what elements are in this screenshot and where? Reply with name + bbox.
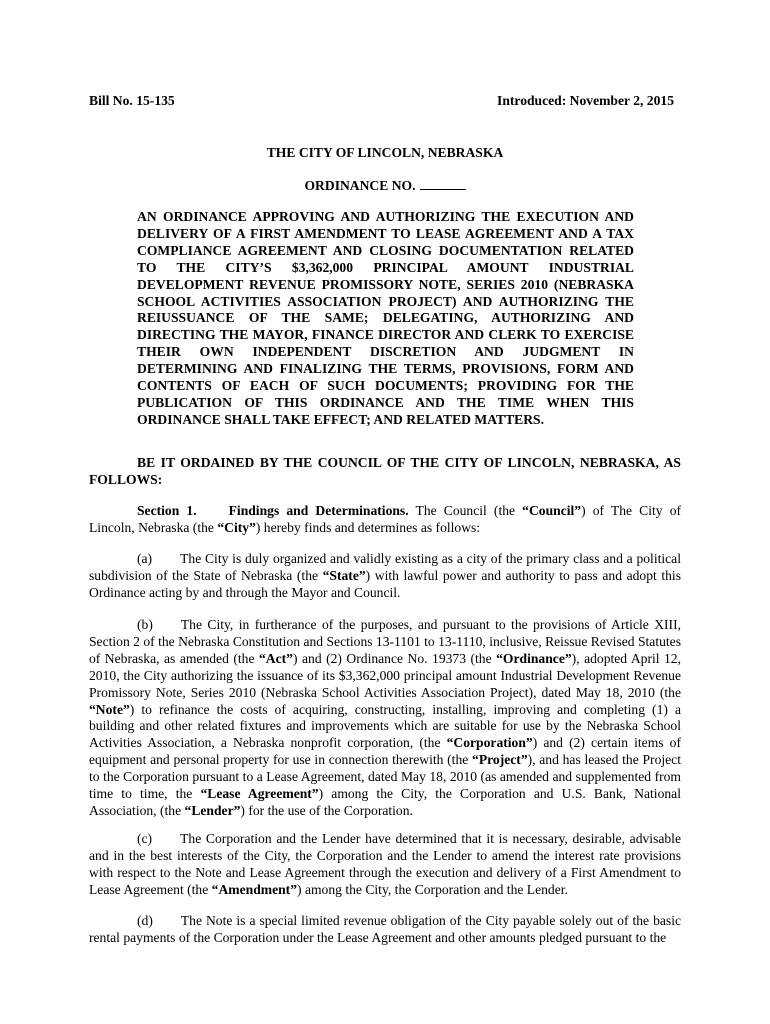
section-number: Section 1. bbox=[137, 503, 197, 518]
defined-term: “Note” bbox=[89, 701, 130, 717]
section-text: The Council (the bbox=[415, 503, 523, 518]
paragraph-text: ) for the use of the Corporation. bbox=[240, 802, 413, 818]
defined-term: “Lender” bbox=[184, 802, 241, 818]
paragraph-text: ) among the City, the Corporation and the Lender. bbox=[297, 881, 568, 897]
paragraph-a bbox=[89, 551, 681, 602]
paragraph-text: The City is duly organized and validly existing as a city of the primary class and a political subdivision of the State of Nebraska (the bbox=[89, 551, 681, 583]
paragraph-text: ) to refinance the costs of acquiring, constructing, installing, improving and completing (1) a building and other related fixtures and improvements which are suitable for use by the Nebraska School Activities Association, a Nebraska nonprofit corporation, (the bbox=[89, 701, 681, 751]
paragraph-text: ) with lawful power and authority to pass and adopt this Ordinance acting by and through the Mayor and Council. bbox=[89, 567, 681, 600]
enacting-clause-text: BE IT ORDAINED BY THE COUNCIL OF THE CITY OF LINCOLN, NEBRASKA, AS FOLLOWS: bbox=[89, 455, 681, 487]
defined-term: “Project” bbox=[472, 752, 528, 768]
defined-term: “State” bbox=[322, 567, 366, 583]
ordinance-number-blank bbox=[420, 178, 466, 190]
defined-term: “Act” bbox=[259, 650, 293, 666]
paragraph-text: The City, in furtherance of the purposes, and pursuant to the provisions of Article XIII, Section 2 of the Nebraska Constitution and Sections 13-1101 to 13-1110, inclusive, Reissue Revised Statutes of Nebraska, as amended (the bbox=[89, 617, 682, 666]
paragraph-text: ) and (2) certain items of equipment and personal property for use in connection therewith (the bbox=[89, 735, 682, 768]
defined-term: “Amendment” bbox=[211, 881, 298, 897]
defined-term: “Corporation” bbox=[446, 735, 533, 751]
ordinance-caption: AN ORDINANCE APPROVING AND AUTHORIZING THE EXECUTION AND DELIVERY OF A FIRST AMENDMENT TO LEASE AGREEMENT AND A TAX COMPLIANCE AGREEMENT AND CLOSING DOCUMENTATION RELATED TO THE CITY’S $3,362,000 PRINCIPAL AMOUNT INDUSTRIAL DEVELOPMENT REVENUE PROMISSORY NOTE, SERIES 2010 (NEBRASKA SCHOOL ACTIVITIES ASSOCIATION PROJECT) AND AUTHORIZING THE REIUSSUANCE OF THE SAME; DELEGATING, AUTHORIZING AND DIRECTING THE MAYOR, FINANCE DIRECTOR AND CLERK TO EXERCISE THEIR OWN INDEPENDENT DISCRETION AND JUDGMENT IN DETERMINING AND FINALIZING THE TERMS, PROVISIONS, FORM AND CONTENTS OF EACH OF SUCH DOCUMENTS; PROVIDING FOR THE PUBLICATION OF THIS ORDINANCE AND THE TIME WHEN THIS ORDINANCE SHALL TAKE EFFECT; AND RELATED MATTERS. bbox=[137, 209, 634, 427]
paragraph-b bbox=[89, 617, 681, 820]
paragraph-text: The Corporation and the Lender have determined that it is necessary, desirable, advisable and in the best interests of the City, the Corporation and the Lender to amend the interest rate provisions with respect to the Note and Lease Agreement through the execution and delivery of a First Amendment to Lease Agreement (the bbox=[89, 831, 681, 897]
section-text: ) of The City of Lincoln, Nebraska (the bbox=[89, 503, 682, 535]
paragraph-label: (d) bbox=[137, 913, 153, 928]
defined-term: “Council” bbox=[522, 503, 582, 518]
paragraph-d bbox=[89, 913, 681, 947]
section-1 bbox=[89, 503, 681, 537]
paragraph-label: (a) bbox=[137, 551, 153, 566]
introduced-date: Introduced: November 2, 2015 bbox=[497, 93, 674, 108]
paragraph-label: (c) bbox=[137, 831, 153, 846]
paragraph-c bbox=[89, 831, 681, 899]
paragraph-label: (b) bbox=[137, 617, 153, 632]
paragraph-text: The Note is a special limited revenue obligation of the City payable solely out of the basic rental payments of the Corporation under the Lease Agreement and other amounts pledged pursuant to the bbox=[89, 913, 681, 945]
paragraph-text: ) and (2) Ordinance No. 19373 (the bbox=[292, 650, 497, 666]
paragraph-text: ), adopted April 12, 2010, the City authorizing the issuance of its $3,362,000 principal amount Industrial Development Revenue Promissory Note, Series 2010 (Nebraska School Activities Association Project), dated May 18, 2010 (the bbox=[89, 650, 681, 700]
defined-term: “Ordinance” bbox=[496, 650, 572, 666]
paragraph-text: ) among the City, the Corporation and U.S. Bank, National Association, (the bbox=[89, 786, 681, 818]
section-text: ) hereby finds and determines as follows: bbox=[255, 519, 481, 535]
ordinance-number-line bbox=[0, 178, 770, 194]
enacting-clause bbox=[89, 455, 681, 489]
bill-number: Bill No. 15-135 bbox=[89, 93, 175, 108]
city-title: THE CITY OF LINCOLN, NEBRASKA bbox=[266, 145, 504, 160]
paragraph-text: ), and has leased the Project to the Corporation pursuant to a Lease Agreement, dated May 18, 2010 (as amended and supplemented from time to time, the bbox=[89, 752, 681, 802]
section-heading: Findings and Determinations. bbox=[228, 503, 409, 518]
defined-term: “City” bbox=[217, 519, 256, 535]
defined-term: “Lease Agreement” bbox=[200, 786, 319, 802]
ordinance-label: ORDINANCE NO. bbox=[304, 178, 416, 193]
